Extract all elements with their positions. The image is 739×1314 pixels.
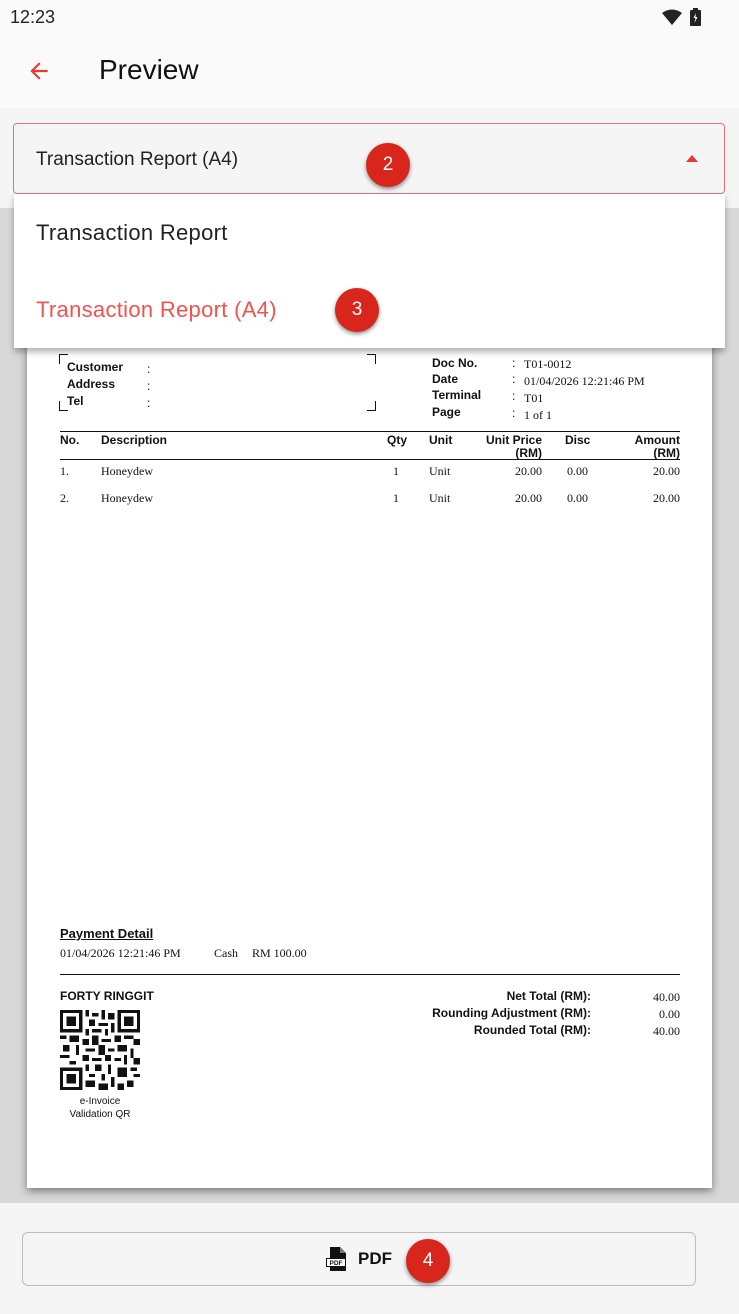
page-label: Page <box>432 405 461 419</box>
caret-up-icon <box>686 155 698 162</box>
row-no: 1. <box>60 464 69 478</box>
terminal-value: T01 <box>524 391 544 405</box>
tel-colon: : <box>147 396 151 410</box>
table-top-rule <box>60 431 680 432</box>
col-unit-price-sub: (RM) <box>515 446 542 460</box>
address-colon: : <box>147 379 151 393</box>
arrow-left-icon <box>26 58 52 84</box>
footer-rule <box>60 974 680 975</box>
battery-icon <box>690 8 701 26</box>
doc-no-colon: : <box>512 356 516 370</box>
step-badge: 4 <box>406 1239 450 1283</box>
step-badge: 2 <box>366 143 410 187</box>
rounding-value: 0.00 <box>659 1007 680 1021</box>
bracket-top-right <box>367 354 376 364</box>
wifi-icon <box>662 9 682 25</box>
menu-option-transaction-report-a4[interactable]: Transaction Report (A4) <box>36 297 277 322</box>
date-value: 01/04/2026 12:21:46 PM <box>524 374 645 388</box>
table-header-rule <box>60 459 680 460</box>
dropdown-selected-value: Transaction Report (A4) <box>36 149 239 170</box>
doc-no-label: Doc No. <box>432 356 478 370</box>
status-time: 12:23 <box>10 7 56 27</box>
row-unit: Unit <box>429 491 451 505</box>
row-no: 2. <box>60 491 69 505</box>
date-colon: : <box>512 372 516 386</box>
rounding-label: Rounding Adjustment (RM): <box>432 1006 591 1020</box>
doc-no-value: T01-0012 <box>524 357 572 371</box>
row-disc: 0.00 <box>567 491 588 505</box>
row-amount: 20.00 <box>653 464 680 478</box>
back-button[interactable] <box>22 54 56 88</box>
date-label: Date <box>432 372 459 386</box>
col-amount-sub: (RM) <box>653 446 680 460</box>
row-unit-price: 20.00 <box>515 464 542 478</box>
payment-method: Cash <box>214 946 238 960</box>
col-no: No. <box>60 433 80 447</box>
page-colon: : <box>512 406 516 420</box>
row-qty: 1 <box>393 491 399 505</box>
customer-colon: : <box>147 362 151 376</box>
terminal-colon: : <box>512 389 516 403</box>
qr-caption-1: e-Invoice <box>79 1096 121 1107</box>
row-amount: 20.00 <box>653 491 680 505</box>
row-unit: Unit <box>429 464 451 478</box>
step-badge: 3 <box>335 288 379 332</box>
rounded-total-label: Rounded Total (RM): <box>473 1023 591 1037</box>
terminal-label: Terminal <box>432 388 482 402</box>
status-bar <box>0 0 739 34</box>
page-value: 1 of 1 <box>524 408 552 422</box>
payment-amount: RM 100.00 <box>252 946 307 960</box>
customer-label: Customer <box>67 360 124 374</box>
amount-in-words: FORTY RINGGIT <box>60 989 154 1003</box>
report-page <box>27 320 712 1188</box>
row-disc: 0.00 <box>567 464 588 478</box>
app-bar <box>0 34 739 108</box>
net-total-label: Net Total (RM): <box>506 989 591 1003</box>
col-qty: Qty <box>387 433 408 447</box>
tel-label: Tel <box>67 394 84 408</box>
payment-datetime: 01/04/2026 12:21:46 PM <box>60 946 181 960</box>
svg-text:PDF: PDF <box>329 1260 343 1267</box>
address-label: Address <box>67 377 116 391</box>
payment-title: Payment Detail <box>60 926 154 941</box>
qr-code-icon <box>60 1010 140 1090</box>
row-description: Honeydew <box>101 464 153 478</box>
qr-caption-2: Validation QR <box>69 1109 131 1120</box>
pdf-button-label: PDF <box>358 1249 392 1268</box>
row-description: Honeydew <box>101 491 153 505</box>
pdf-button[interactable] <box>22 1232 696 1286</box>
rounded-total-value: 40.00 <box>653 1024 680 1038</box>
row-qty: 1 <box>393 464 399 478</box>
col-unit: Unit <box>429 433 453 447</box>
col-description: Description <box>101 433 168 447</box>
menu-option-transaction-report[interactable]: Transaction Report <box>36 220 228 245</box>
row-unit-price: 20.00 <box>515 491 542 505</box>
pdf-file-icon <box>326 1247 348 1271</box>
col-disc: Disc <box>565 433 591 447</box>
net-total-value: 40.00 <box>653 990 680 1004</box>
col-amount: Amount <box>634 433 680 447</box>
page-title: Preview <box>99 54 199 85</box>
bracket-bottom-right <box>367 401 376 411</box>
col-unit-price: Unit Price <box>485 433 542 447</box>
status-icons <box>662 8 701 26</box>
